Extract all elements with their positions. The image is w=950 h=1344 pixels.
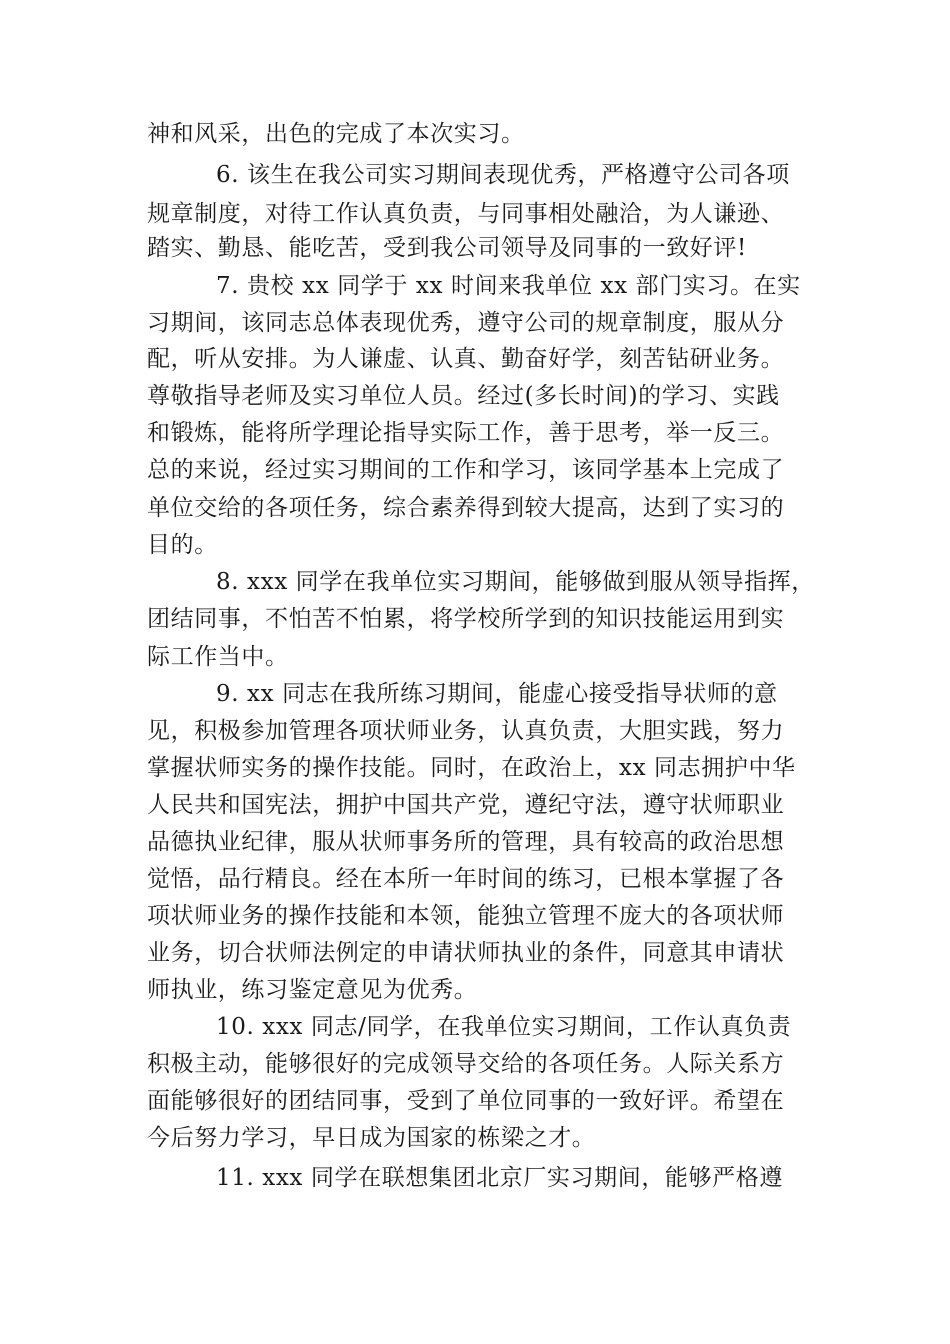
text-line: 觉悟，品行精良。经在本所一年时间的练习，已根本掌握了各: [147, 866, 785, 892]
text-line: 尊敬指导老师及实习单位人员。经过(多长时间)的学习、实践: [147, 383, 780, 409]
text-line: 今后努力学习，早日成为国家的栋梁之才。: [147, 1125, 596, 1151]
text-line: 规章制度，对待工作认真负责，与同事相处融洽，为人谦逊、: [147, 201, 785, 227]
text-line: 总的来说，经过实习期间的工作和学习，该同学基本上完成了: [147, 457, 785, 483]
text-line: 踏实、勤恳、能吃苦，受到我公司领导及同事的一致好评!: [147, 235, 747, 261]
text-line: 配，听从安排。为人谦虚、认真、勤奋好学，刻苦钻研业务。: [147, 346, 785, 372]
text-line: 单位交给的各项任务，综合素养得到较大提高，达到了实习的: [147, 495, 785, 521]
text-line: 项状师业务的操作技能和本领，能独立管理不庞大的各项状师: [147, 903, 785, 929]
text-line: 掌握状师实务的操作技能。同时，在政治上，xx 同志拥护中华: [147, 755, 796, 781]
paragraph-6-line: 6. 该生在我公司实习期间表现优秀，严格遵守公司各项: [216, 162, 790, 188]
text-line: 师执业，练习鉴定意见为优秀。: [147, 977, 478, 1003]
text-line: 业务，切合状师法例定的申请状师执业的条件，同意其申请状: [147, 940, 785, 966]
paragraph-11-line: 11. xxx 同学在联想集团北京厂实习期间，能够严格遵: [216, 1165, 783, 1191]
text-line: 和锻炼，能将所学理论指导实际工作，善于思考，举一反三。: [147, 420, 785, 446]
text-line: 团结同事，不怕苦不怕累，将学校所学到的知识技能运用到实: [147, 606, 785, 632]
text-line: 积极主动，能够很好的完成领导交给的各项任务。人际关系方: [147, 1051, 785, 1077]
text-line: 人民共和国宪法，拥护中国共产党，遵纪守法，遵守状师职业: [147, 792, 785, 818]
text-line: 习期间，该同志总体表现优秀，遵守公司的规章制度，服从分: [147, 310, 785, 336]
text-line: 神和风采，出色的完成了本次实习。: [147, 121, 525, 147]
paragraph-10-line: 10. xxx 同志/同学，在我单位实习期间，工作认真负责: [216, 1014, 792, 1040]
paragraph-7-line: 7. 贵校 xx 同学于 xx 时间来我单位 xx 部门实习。在实: [216, 273, 801, 299]
text-line: 品德执业纪律，服从状师事务所的管理，具有较高的政治思想: [147, 829, 785, 855]
text-line: 目的。: [147, 532, 218, 558]
text-line: 际工作当中。: [147, 644, 289, 670]
text-line: 面能够很好的团结同事，受到了单位同事的一致好评。希望在: [147, 1088, 785, 1114]
paragraph-9-line: 9. xx 同志在我所练习期间，能虚心接受指导状师的意: [216, 681, 778, 707]
text-line: 见，积极参加管理各项状师业务，认真负责，大胆实践，努力: [147, 718, 785, 744]
paragraph-8-line: 8. xxx 同学在我单位实习期间，能够做到服从领导指挥，: [216, 569, 815, 595]
